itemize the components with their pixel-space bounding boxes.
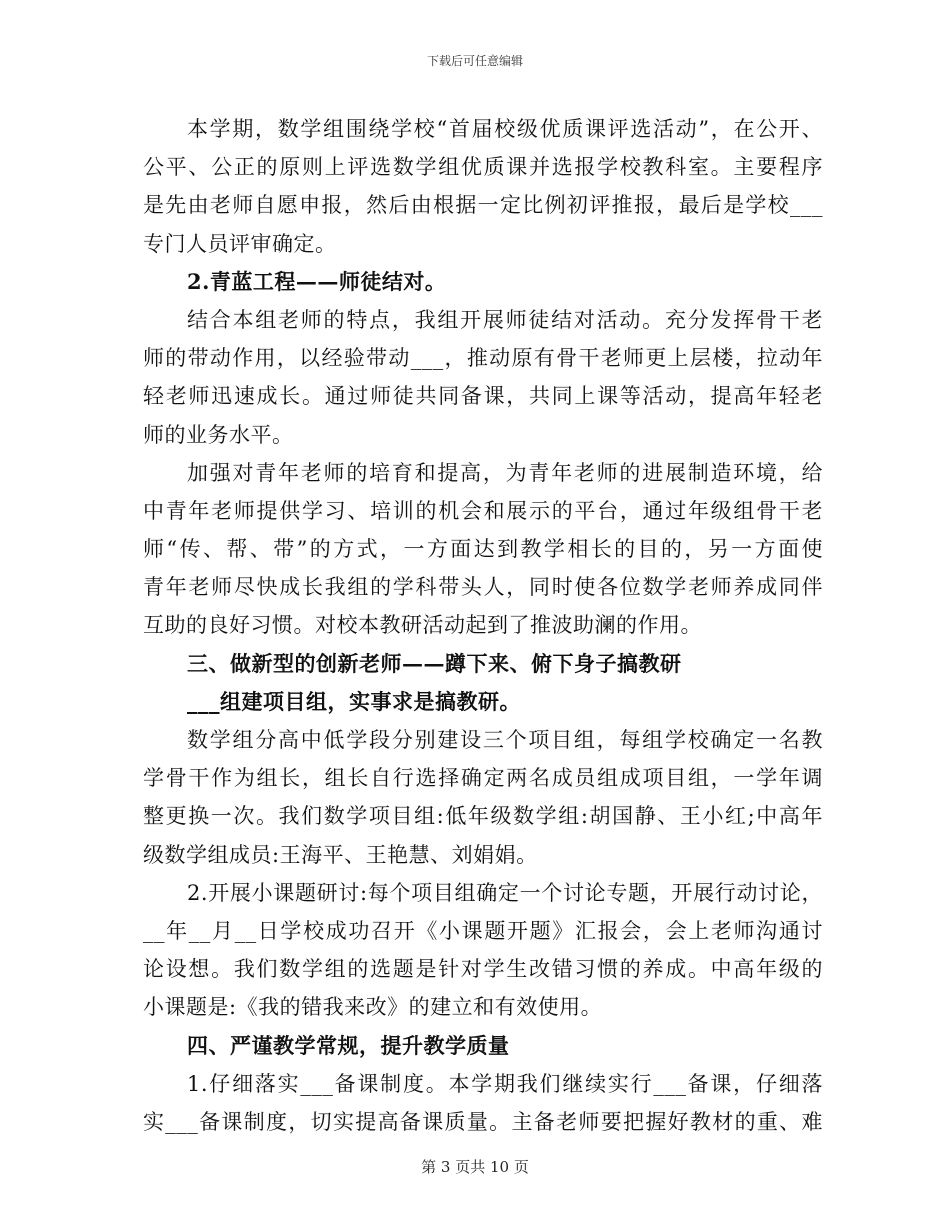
page-footer: 第 3 页共 10 页 (421, 1158, 529, 1176)
paragraph-line: 小课题是:《我的错我来改》的建立和有效使用。 (143, 995, 603, 1020)
paragraph-line: 2.开展小课题研讨:每个项目组确定一个讨论专题，开展行动讨论， (187, 880, 823, 905)
paragraph-line: 轻老师迅速成长。通过师徒共同备课，共同上课等活动，提高年轻老 (143, 384, 823, 409)
paragraph-line: 加强对青年老师的培育和提高，为青年老师的进展制造环境，给 (187, 460, 823, 485)
section-heading: 四、严谨教学常规，提升教学质量 (187, 1032, 510, 1058)
paragraph-line: 级数学组成员:王海平、王艳慧、刘娟娟。 (143, 842, 538, 867)
section-heading: 三、做新型的创新老师——蹲下来、俯下身子搞教研 (187, 650, 682, 676)
paragraph-line: 本学期，数学组围绕学校“首届校级优质课评选活动”，在公开、 (187, 117, 823, 141)
paragraph-line: 师的业务水平。 (143, 422, 294, 447)
section-heading: ___组建项目组，实事求是搞教研。 (187, 688, 521, 714)
paragraph-line: 互助的良好习惯。对校本教研活动起到了推波助澜的作用。 (143, 613, 702, 638)
document-body (143, 110, 823, 1141)
paragraph-line: 整更换一次。我们数学项目组:低年级数学组:胡国静、王小红;中高年 (143, 804, 823, 829)
paragraph-line: 学骨干作为组长，组长自行选择确定两名成员组成项目组，一学年调 (143, 766, 823, 791)
paragraph-line: 数学组分高中低学段分别建设三个项目组，每组学校确定一名教 (187, 728, 823, 752)
paragraph-line: 实___备课制度，切实提高备课质量。主备老师要把握好教材的重、难 (143, 1109, 823, 1134)
paragraph-line: 专门人员评审确定。 (143, 231, 337, 256)
paragraph-line: 公平、公正的原则上评选数学组优质课并选报学校教科室。主要程序 (143, 155, 823, 180)
paragraph-line: 是先由老师自愿申报，然后由根据一定比例初评推报，最后是学校___ (143, 193, 823, 218)
paragraph-line: 结合本组老师的特点，我组开展师徒结对活动。充分发挥骨干老 (187, 307, 823, 332)
paragraph-line: 中青年老师提供学习、培训的机会和展示的平台，通过年级组骨干老 (143, 498, 823, 523)
paragraph-line: 师的带动作用，以经验带动___，推动原有骨干老师更上层楼，拉动年 (143, 346, 823, 371)
section-heading: 2.青蓝工程——师徒结对。 (187, 268, 447, 294)
paragraph-line: 论设想。我们数学组的选题是针对学生改错习惯的养成。中高年级的 (143, 957, 823, 982)
paragraph-line: __年__月__日学校成功召开《小课题开题》汇报会，会上老师沟通讨 (143, 918, 823, 943)
paragraph-line: 青年老师尽快成长我组的学科带头人，同时使各位数学老师养成同伴 (143, 575, 823, 600)
page-header: 下载后可任意编辑 (426, 54, 523, 68)
paragraph-line: 师“传、帮、带”的方式，一方面达到教学相长的目的，另一方面使 (143, 537, 823, 562)
paragraph-line: 1.仔细落实___备课制度。本学期我们继续实行___备课，仔细落 (187, 1071, 823, 1096)
